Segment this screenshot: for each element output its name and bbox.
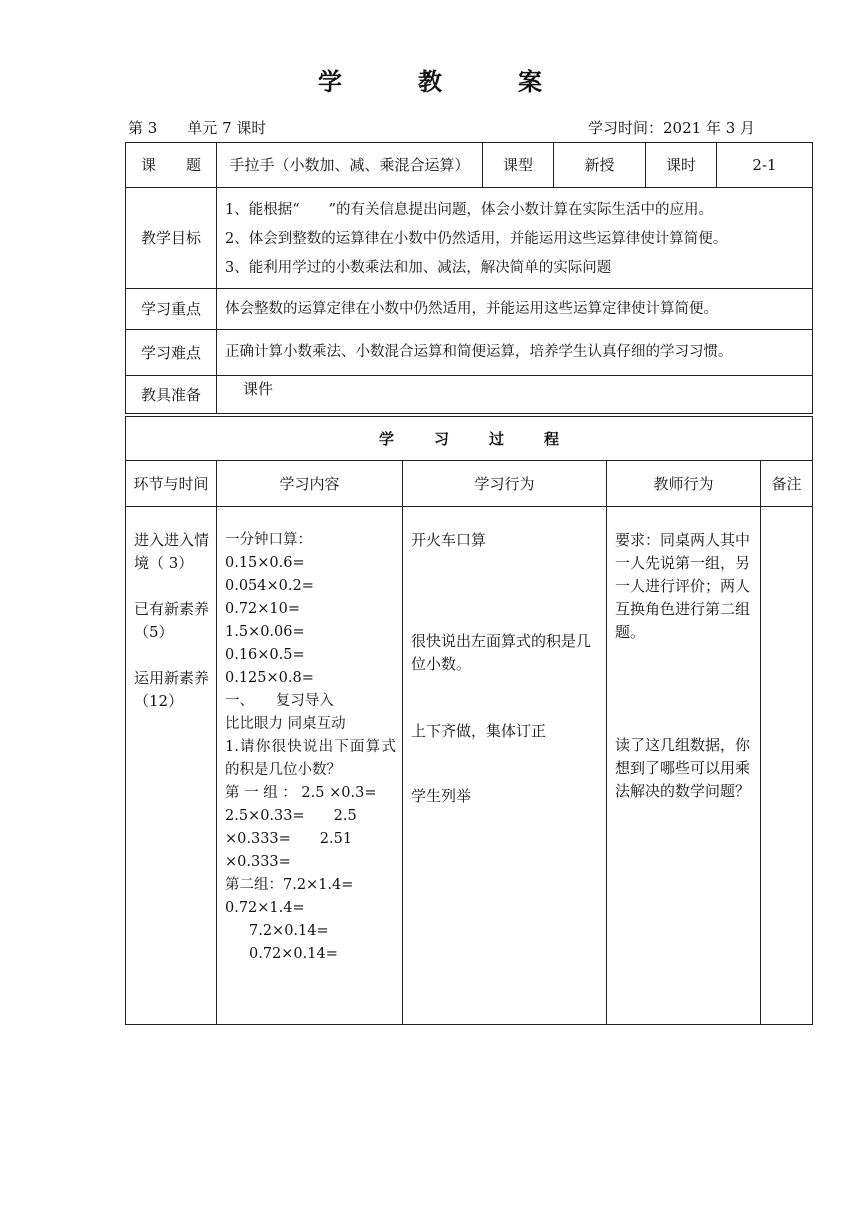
process-table — [125, 416, 813, 1025]
section-title-char: 程 — [544, 429, 560, 448]
goals-label: 教学目标 — [126, 188, 217, 289]
type-label: 课型 — [483, 143, 554, 188]
goal-item: 2、体会到整数的运算律在小数中仍然适用，并能运用这些运算律使计算简便。 — [225, 230, 728, 247]
col-header-content: 学习内容 — [217, 461, 403, 507]
goals-cell — [217, 188, 813, 289]
behavior-item: 很快说出左面算式的积是几位小数。 — [411, 632, 592, 673]
tools-value: 课件 — [217, 376, 813, 414]
unit-info: 第 3 单元 7 课时 — [128, 119, 267, 137]
note-cell — [761, 507, 813, 1025]
study-time: 学习时间：2021 年 3 月 — [588, 119, 756, 137]
content-line: 7.2×0.14= 0.72×0.14= — [249, 923, 358, 962]
lesson-header-table — [125, 142, 813, 414]
teacher-cell — [607, 507, 761, 1025]
page-title — [0, 62, 860, 97]
stage-item: 进入进入情境（ 3） — [134, 531, 210, 572]
stage-item: 运用新素养（12） — [134, 669, 210, 710]
difficulty-value: 正确计算小数乘法、小数混合运算和简便运算，培养学生认真仔细的学习习惯。 — [217, 330, 813, 376]
topic-label: 课 题 — [126, 143, 217, 188]
col-header-note: 备注 — [761, 461, 813, 507]
teacher-item: 读了这几组数据，你想到了哪些可以用乘法解决的数学问题？ — [615, 736, 751, 800]
section-title-char: 学 — [378, 429, 394, 448]
title-char: 案 — [518, 67, 542, 96]
col-header-teacher: 教师行为 — [607, 461, 761, 507]
content-line: 1.请你很快说出下面算式的积是几位小数？ — [225, 739, 396, 778]
behavior-cell — [403, 507, 607, 1025]
content-line: 第 一 组 ： 2.5 ×0.3= 2.5×0.33= 2.5 ×0.333= 2.51 ×0.333= — [225, 785, 406, 870]
section-title-char: 习 — [433, 429, 449, 448]
period-label: 课时 — [646, 143, 717, 188]
teacher-item: 要求：同桌两人其中一人先说第一组，另一人进行评价；两人互换角色进行第二组题。 — [615, 531, 751, 641]
topic-value: 手拉手（小数加、减、乘混合运算） — [217, 143, 483, 188]
focus-label: 学习重点 — [126, 289, 217, 330]
content-line: 比比眼力 同桌互动 — [225, 716, 346, 732]
content-line: 0.72×10= 1.5×0.06= — [225, 601, 330, 640]
title-char: 学 — [318, 67, 342, 96]
behavior-item: 开火车口算 — [411, 531, 487, 549]
goal-item: 3、能利用学过的小数乘法和加、减法，解决简单的实际问题 — [225, 259, 612, 276]
stage-cell — [126, 507, 217, 1025]
col-header-behavior: 学习行为 — [403, 461, 607, 507]
behavior-item: 学生列举 — [411, 787, 472, 805]
type-value: 新授 — [554, 143, 646, 188]
goal-item: 1、能根据“ ”的有关信息提出问题，体会小数计算在实际生活中的应用。 — [225, 201, 714, 218]
content-line: 一分钟口算： — [225, 532, 312, 548]
behavior-item: 上下齐做，集体订正 — [411, 722, 547, 740]
content-line: 0.15×0.6= 0.054×0.2= — [225, 555, 334, 594]
stage-item: 已有新素养（5） — [134, 600, 210, 641]
col-header-stage: 环节与时间 — [126, 461, 217, 507]
title-char: 教 — [418, 67, 442, 96]
content-line: 一、 复习导入 — [225, 693, 334, 709]
focus-value: 体会整数的运算定律在小数中仍然适用，并能运用这些运算定律使计算简便。 — [217, 289, 813, 330]
section-title — [126, 417, 813, 461]
content-line: 第二组：7.2×1.4= 0.72×1.4= — [225, 877, 383, 916]
content-line: 0.16×0.5= 0.125×0.8= — [225, 647, 334, 686]
content-cell — [217, 507, 406, 1025]
difficulty-label: 学习难点 — [126, 330, 217, 376]
section-title-char: 过 — [489, 429, 505, 448]
period-value: 2-1 — [717, 143, 813, 188]
tools-label: 教具准备 — [126, 376, 217, 414]
